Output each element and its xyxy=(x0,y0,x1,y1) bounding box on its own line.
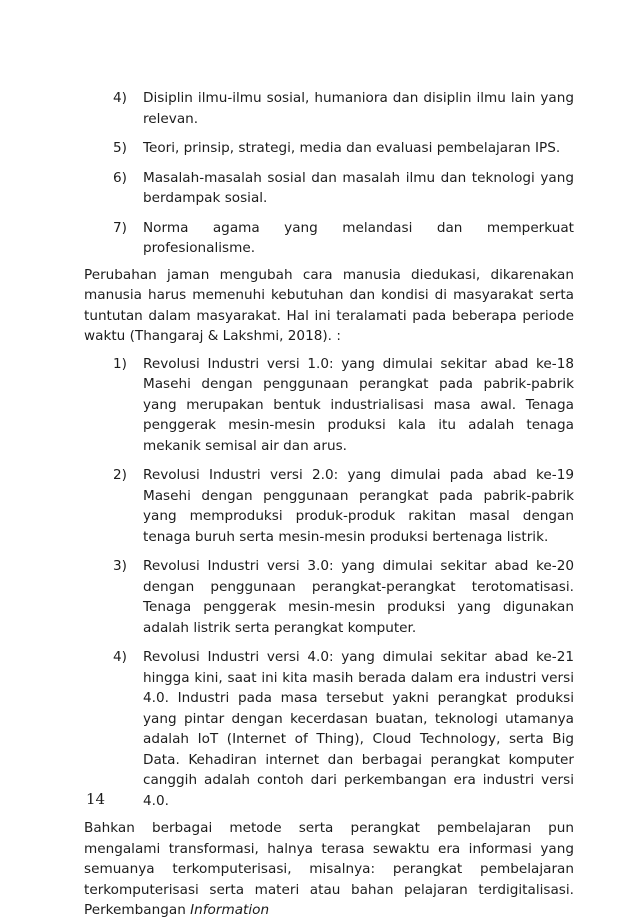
list-item xyxy=(113,465,574,547)
list-text: Revolusi Industri versi 3.0: yang dimulai sekitar abad ke-20 dengan penggunaan perangkat-perangkat terotomatisasi. Tenaga penggerak mesin-mesin produksi yang digunakan adalah listrik serta perangkat komputer. xyxy=(143,558,574,636)
page-number: 14 xyxy=(86,790,106,808)
list-text: Revolusi Industri versi 2.0: yang dimulai pada abad ke-19 Masehi dengan penggunaan perangkat pada pabrik-pabrik yang memproduksi produk-produk rakitan masal dengan tenaga buruh serta mesin-mesin produksi bertenaga listrik. xyxy=(143,467,574,545)
italic-term: Information xyxy=(190,902,270,918)
list-number: 6) xyxy=(113,169,127,186)
list-text: Norma agama yang melandasi dan memperkuat profesionalisme. xyxy=(143,219,574,256)
list-text: Revolusi Industri versi 1.0: yang dimulai sekitar abad ke-18 Masehi dengan penggunaan perangkat pada pabrik-pabrik yang merupakan bentuk industrialisasi masa awal. Tenaga penggerak mesin-mesin produksi kala itu adalah tenaga mekanik semisal air dan arus. xyxy=(143,355,574,454)
revolution-list xyxy=(113,354,574,812)
list-item xyxy=(113,556,574,638)
competency-list xyxy=(113,88,574,259)
list-number: 4) xyxy=(113,90,127,106)
list-text: Revolusi Industri versi 4.0: yang dimulai sekitar abad ke-21 hingga kini, saat ini kita masih berada dalam era industri versi 4.0. Industri pada masa tersebut yakni perangkat produksi yang pintar dengan kecerdasan buatan, teknologi utamanya adalah IoT (Internet of Thing), Cloud Technology, serta Big Data. Kehadiran internet dan berbagai perangkat komputer canggih adalah contoh dari perkembangan era industri versi 4.0. xyxy=(143,649,574,809)
paragraph-transformation xyxy=(84,818,574,921)
list-item xyxy=(113,647,574,811)
list-item xyxy=(113,354,574,457)
list-text: Masalah-masalah sosial dan masalah ilmu dan teknologi yang berdampak sosial. xyxy=(143,169,574,206)
list-number: 4) xyxy=(113,649,127,665)
paragraph-intro: Perubahan jaman mengubah cara manusia diedukasi, dikarenakan manusia harus memenuhi kebutuhan dan kondisi di masyarakat serta tuntutan dalam masyarakat. Hal ini teralamati pada beberapa periode waktu (Thangaraj & Lakshmi, 2018). : xyxy=(84,266,574,344)
list-number: 2) xyxy=(113,467,127,483)
list-number: 1) xyxy=(113,355,127,372)
page-content xyxy=(84,88,574,921)
list-text: Teori, prinsip, strategi, media dan evaluasi pembelajaran IPS. xyxy=(143,140,561,156)
list-item xyxy=(113,168,574,209)
paragraph-text: Bahkan berbagai metode serta perangkat pembelajaran pun mengalami transformasi, halnya terasa sewaktu era informasi yang semuanya terkomputerisasi, misalnya: perangkat pembelajaran terkomputerisasi serta materi atau bahan pelajaran terdigitalisasi. Perkembangan xyxy=(84,820,574,918)
list-number: 3) xyxy=(113,558,127,574)
list-text: Disiplin ilmu-ilmu sosial, humaniora dan disiplin ilmu lain yang relevan. xyxy=(143,90,574,127)
list-item xyxy=(113,138,574,159)
list-item xyxy=(113,218,574,259)
list-number: 5) xyxy=(113,140,127,156)
list-number: 7) xyxy=(113,219,127,236)
list-item xyxy=(113,88,574,129)
